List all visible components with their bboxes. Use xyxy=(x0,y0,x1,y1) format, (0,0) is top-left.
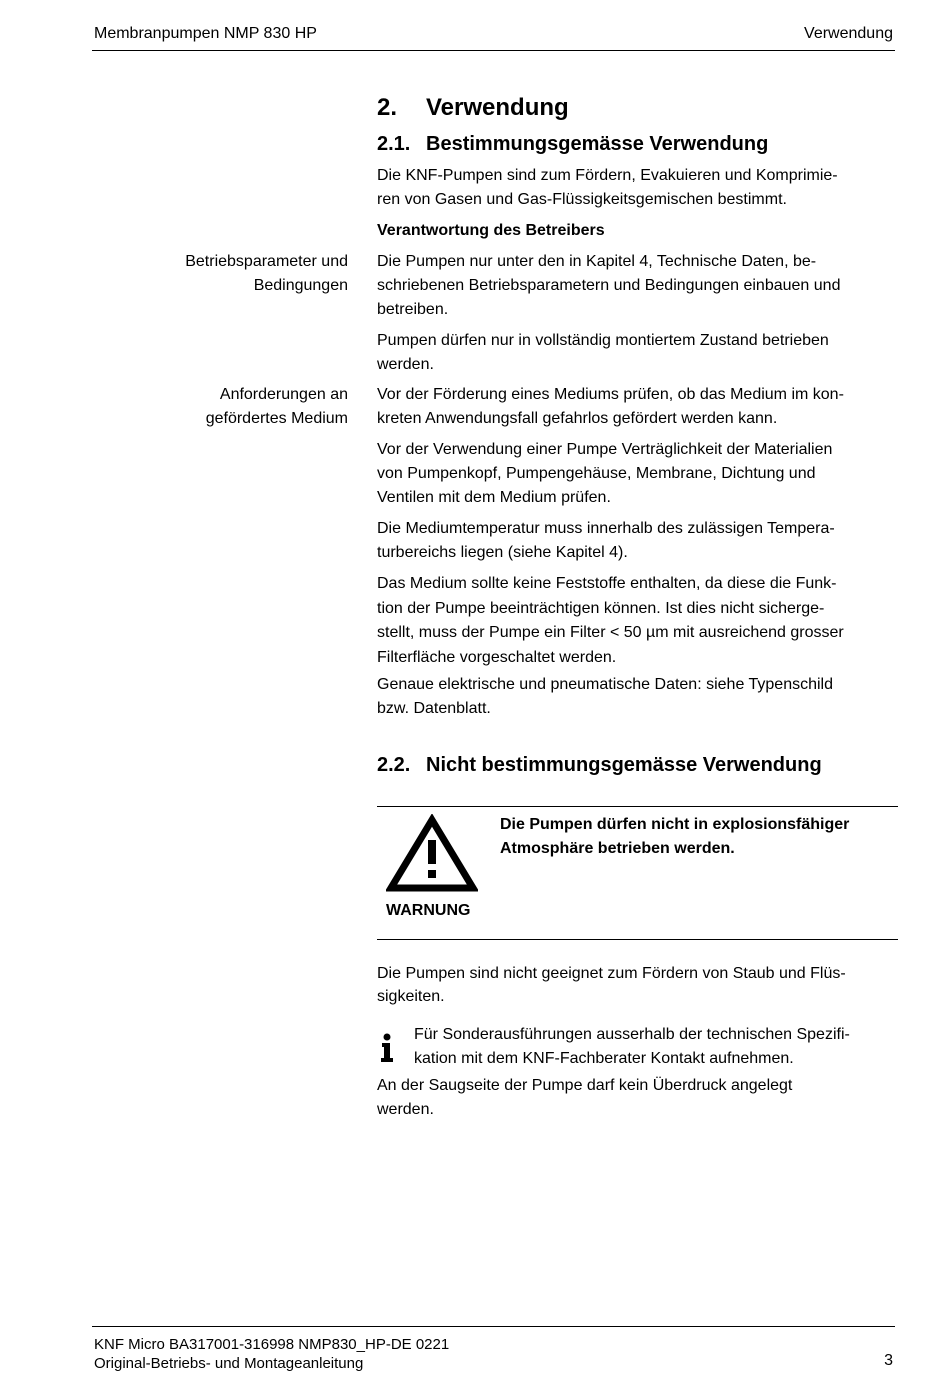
subsection-heading-2 xyxy=(377,754,822,777)
paragraph-not-suitable: Die Pumpen sind nicht geeignet zum Fördern von Staub und Flüs- sigkeiten. xyxy=(377,965,846,1005)
footer-doc-type: Original-Betriebs- und Montageanleitung xyxy=(94,1355,364,1372)
subsection-title: Bestimmungsgemässe Verwendung xyxy=(426,133,769,155)
paragraph-solids: Das Medium sollte keine Feststoffe enthalten, da diese die Funk- tion der Pumpe beeinträchtigen können. Ist dies nicht sicherge- stellt, muss der Pumpe ein Filter < 50 µm mit ausreichend grosser Filterfläche vorgeschaltet werden. xyxy=(377,575,844,667)
header-section: Verwendung xyxy=(804,25,893,42)
page-number: 3 xyxy=(884,1352,893,1369)
subsection-number: 2.1. xyxy=(377,133,411,155)
paragraph-medium-check: Vor der Förderung eines Mediums prüfen, ob das Medium im kon- kreten Anwendungsfall gefahrlos gefördert werden kann. xyxy=(377,386,844,427)
info-icon xyxy=(379,1033,397,1063)
subheading-operator: Verantwortung des Betreibers xyxy=(377,222,605,239)
warning-text: Die Pumpen dürfen nicht in explosionsfähiger Atmosphäre betrieben werden. xyxy=(500,816,850,857)
paragraph-compatibility: Vor der Verwendung einer Pumpe Verträglichkeit der Materialien von Pumpenkopf, Pumpengehäuse, Membrane, Dichtung und Ventilen mit dem Medium prüfen. xyxy=(377,441,833,506)
footer-divider xyxy=(92,1326,895,1327)
footer-doc-id: KNF Micro BA317001-316998 NMP830_HP-DE 0221 xyxy=(94,1336,450,1353)
subsection-number-2: 2.2. xyxy=(377,754,411,776)
header-divider xyxy=(92,50,895,51)
section-heading xyxy=(377,94,569,122)
section-number: 2. xyxy=(377,94,398,121)
paragraph-parameters: Die Pumpen nur unter den in Kapitel 4, Technische Daten, be- schriebenen Betriebsparametern und Bedingungen einbauen und betreiben. xyxy=(377,253,841,318)
info-note: Für Sonderausführungen ausserhalb der technischen Spezifi- kation mit dem KNF-Fachberater Kontakt aufnehmen. xyxy=(414,1026,850,1067)
warning-top-rule xyxy=(377,806,898,807)
paragraph-temperature: Die Mediumtemperatur muss innerhalb des zulässigen Tempera- turbereichs liegen (siehe Kapitel 4). xyxy=(377,520,835,561)
header-title: Membranpumpen NMP 830 HP xyxy=(94,25,317,42)
side-label-medium: Anforderungen an gefördertes Medium xyxy=(205,386,348,427)
side-label-parameters: Betriebsparameter und Bedingungen xyxy=(185,253,348,294)
warning-bottom-rule xyxy=(377,939,898,940)
paragraph-suction: An der Saugseite der Pumpe darf kein Überdruck angelegt werden. xyxy=(377,1077,793,1118)
warning-triangle-icon xyxy=(386,814,478,894)
paragraph-assembled: Pumpen dürfen nur in vollständig montiertem Zustand betrieben werden. xyxy=(377,332,829,373)
intro-paragraph: Die KNF-Pumpen sind zum Fördern, Evakuieren und Komprimie- ren von Gasen und Gas-Flüssigkeitsgemischen bestimmt. xyxy=(377,167,838,208)
warning-label: WARNUNG xyxy=(386,902,471,919)
subsection-heading xyxy=(377,133,768,156)
subsection-title-2: Nicht bestimmungsgemässe Verwendung xyxy=(426,754,822,776)
section-title: Verwendung xyxy=(426,94,569,121)
paragraph-datasheet: Genaue elektrische und pneumatische Daten: siehe Typenschild bzw. Datenblatt. xyxy=(377,676,833,717)
